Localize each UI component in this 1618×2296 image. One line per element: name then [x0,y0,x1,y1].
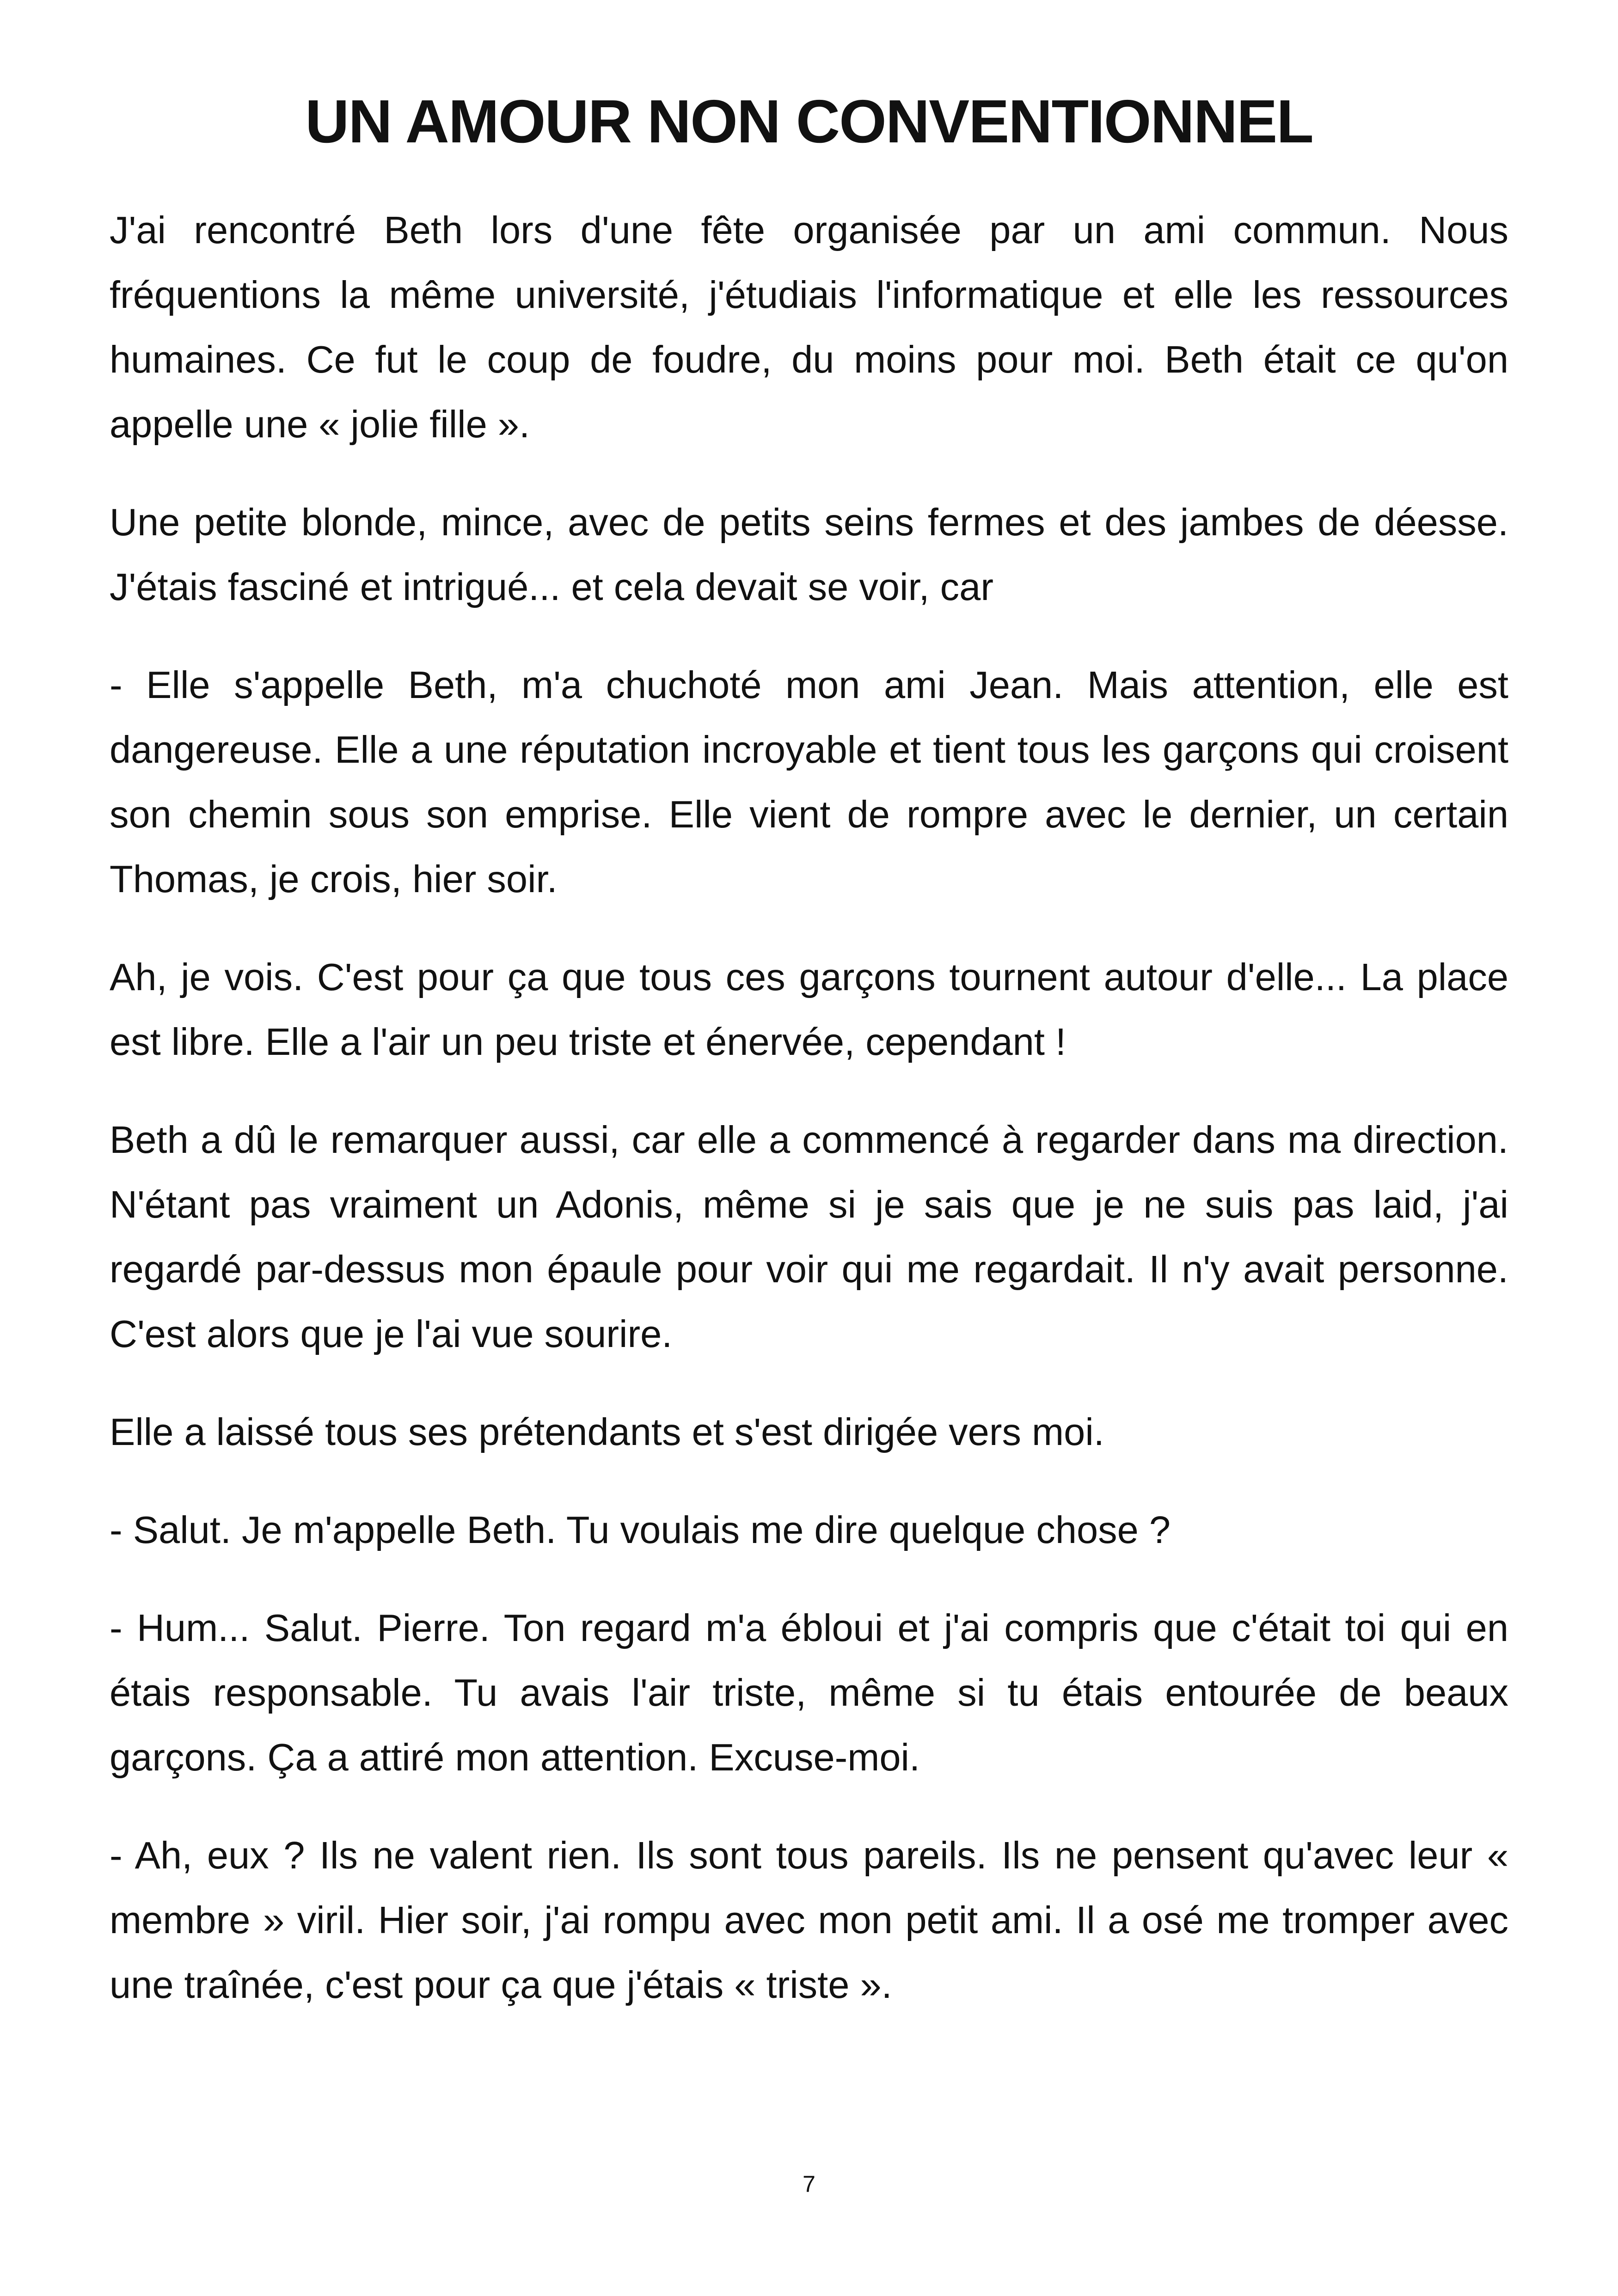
paragraph: J'ai rencontré Beth lors d'une fête organisée par un ami commun. Nous fréquentions la même université, j'étudiais l'informatique et elle les ressources humaines. Ce fut le coup de foudre, du moins pour moi. Beth était ce qu'on appelle une « jolie fille ». [110,208,1508,446]
paragraph: Beth a dû le remarquer aussi, car elle a commencé à regarder dans ma direction. N'étant pas vraiment un Adonis, même si je sais que je ne suis pas laid, j'ai regardé par-dessus mon épaule pour voir qui me regardait. Il n'y avait personne. C'est alors que je l'ai vue sourire. [110,1118,1508,1355]
paragraph: Elle a laissé tous ses prétendants et s'est dirigée vers moi. [110,1410,1104,1453]
paragraph: - Hum... Salut. Pierre. Ton regard m'a ébloui et j'ai compris que c'était toi qui en étais responsable. Tu avais l'air triste, même si tu étais entourée de beaux garçons. Ça a attiré mon attention. Excuse-moi. [110,1606,1508,1779]
chapter-title: UN AMOUR NON CONVENTIONNEL [305,87,1313,155]
paragraph: Ah, je vois. C'est pour ça que tous ces garçons tournent autour d'elle... La place est libre. Elle a l'air un peu triste et énervée, cependant ! [110,955,1508,1063]
paragraph: Une petite blonde, mince, avec de petits seins fermes et des jambes de déesse. J'étais fasciné et intrigué... et cela devait se voir, car [110,501,1508,608]
paragraph: - Ah, eux ? Ils ne valent rien. Ils sont tous pareils. Ils ne pensent qu'avec leur « membre » viril. Hier soir, j'ai rompu avec mon petit ami. Il a osé me tromper avec une traînée, c'est pour ça que j'étais « triste ». [110,1834,1508,2006]
paragraph: - Salut. Je m'appelle Beth. Tu voulais me dire quelque chose ? [110,1508,1171,1551]
page-number: 7 [803,2171,815,2197]
body-text [110,198,1508,2017]
paragraph: - Elle s'appelle Beth, m'a chuchoté mon ami Jean. Mais attention, elle est dangereuse. Elle a une réputation incroyable et tient tous les garçons qui croisent son chemin sous son emprise. Elle vient de rompre avec le dernier, un certain Thomas, je crois, hier soir. [110,663,1508,900]
